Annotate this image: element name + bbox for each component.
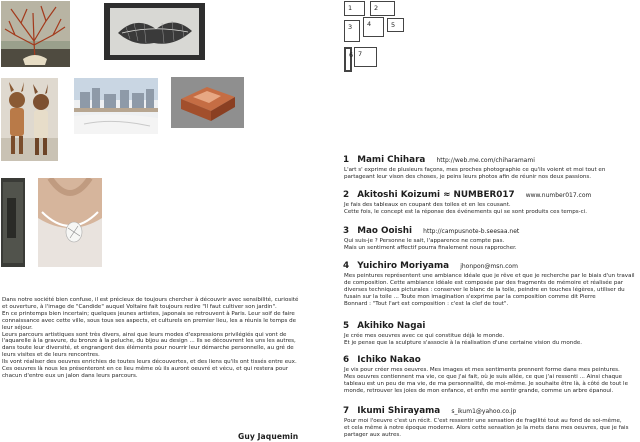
artist-email-link[interactable]: jhonpon@msn.com (460, 263, 518, 270)
artist-number: 1 (343, 155, 350, 165)
artist-entry-2 (343, 187, 639, 216)
artist-description-line: Et je pense que la sculpture s'associe à la réalisation d'une certaine vision du monde. (344, 340, 583, 346)
intro-text (2, 297, 302, 380)
artist-description-line: Pour moi l'oeuvre c'est un récit. C'est ressentir une sensation de fragilité tout au fond de soi-même, (344, 418, 622, 424)
artist-description-line: et cela même à notre époque moderne. Alors cette sensation je la mets dans mes oeuvres, que je fais (344, 425, 629, 431)
artist-entry-5 (343, 318, 639, 347)
artwork-image-city-painting (74, 78, 158, 134)
artist-website-link[interactable]: http://campusnote-b.seesaa.net (423, 228, 520, 235)
artist-description-line: Je crée mes oeuvres avec ce qui constitue déjà le monde. (344, 333, 505, 339)
artist-entry-3 (343, 223, 639, 252)
intro-paragraph: Leurs parcours artistiques sont très divers, ainsi que leurs modes d'expressions privilégiés qui vont de l'aquarelle à la gravure, du bronze à la peluche, du bijou au design ... Ils se découvrent les uns les autres, dans toute leur diversité, et engrangent des éléments pour nourrir leur démarche personnelle, au gré de leurs visites et de leurs rencontres. (2, 331, 296, 359)
artist-number: 3 (343, 226, 350, 236)
artist-name: Ikumi Shirayama (357, 406, 441, 416)
nav-box-1[interactable]: 1 (344, 1, 365, 16)
artist-description-line: Je vis pour créer mes oeuvres. Mes images et mes sentiments prennent forme dans mes peintures. (344, 367, 620, 373)
artist-description-line: Cette fois, le concept est la réponse des événements qui se sont produits ces temps-ci. (344, 209, 588, 215)
artist-entry-4 (343, 258, 639, 308)
artist-description-line: Bonnard : "Tout l'art est composition : c'est la clef de tout". (344, 301, 509, 307)
nav-box-6[interactable]: 6 (344, 47, 352, 72)
artist-description-line: partageant leur vison des choses, je peins leurs photos afin de réunir nos deux passions. (344, 174, 592, 180)
artist-name: Akihiko Nagai (357, 321, 426, 331)
artist-website-link[interactable]: http://web.me.com/chiharamami (436, 157, 535, 164)
artist-number: 4 (343, 261, 350, 271)
intro-paragraph: Ces oeuvres là nous les présenteront en ce lieu même où ils auront oeuvré et vécu, et qui restera pour chacun d'entre eux un jalon dans leurs parcours. (2, 366, 289, 379)
artwork-image-dark-canvas (1, 178, 25, 267)
artwork-image-plush-figures (1, 78, 58, 161)
artist-entry-1 (343, 152, 639, 181)
artist-name: Mami Chihara (357, 155, 426, 165)
artwork-image-stitched-lips (104, 3, 205, 60)
artist-description-line: Je fais des tableaux en coupant des toiles et en les cousant. (344, 202, 511, 208)
artist-description-line: Mais un sentiment affectif pourra finalement nous rapprocher. (344, 245, 517, 251)
signature: Guy Jaquemin (238, 432, 299, 441)
artist-description-line: fusain sur la toile ... Toute mon imagination s'exprime par la composition comme dit Pierre (344, 294, 596, 300)
nav-box-2[interactable]: 2 (370, 1, 395, 16)
artwork-image-necklace (38, 178, 102, 267)
artist-description-line: de composition. Cette ambiance idéale est composée par des fragments de mémoire et réalisée par (344, 280, 624, 286)
artist-description-line: Qui suis-je ? Personne le sait, l'apparence ne compte pas. (344, 238, 505, 244)
intro-paragraph: En ce printemps bien incertain; quelques jeunes artistes, japonais se retrouvent à Paris. Leur soif de faire connaissance avec cette ville, sous tous ses aspects, et culturels en premier lieu, les a réunis le temps de leur séjour. (2, 310, 297, 331)
artist-number: 5 (343, 321, 350, 331)
artist-entry-6 (343, 352, 639, 395)
artist-website-link[interactable]: www.number017.com (525, 192, 592, 199)
artist-name: Yuichiro Moriyama (357, 261, 450, 271)
artist-number: 2 (343, 190, 350, 200)
intro-paragraph: Dans notre société bien confuse, il est précieux de toujours chercher à découvrir avec sensibilité, curiosité et ouverture, à l'image de "Candide" auquel Voltaire fait toujours redire "Il faut cultiver son jardin". (2, 297, 299, 310)
intro-paragraph: Ils vont réaliser des oeuvres enrichies de toutes leurs découvertes, et des liens qu'ils ont tissés entre eux. (2, 359, 297, 366)
artist-number: 6 (343, 355, 350, 365)
artist-email-link[interactable]: s_ikum1@yahoo.co.jp (451, 408, 517, 415)
artist-description-line: Mes oeuvres contiennent ma vie, ce que j'ai fait, où je suis allée, ce que j'ai ressenti ... Ainsi chaque (344, 374, 623, 380)
artist-description-line: tableau est un peu de ma vie, de ma personnalité, de moi-même. Je souhaite être là, à côté de tout le (344, 381, 629, 387)
nav-box-3[interactable]: 3 (344, 20, 360, 42)
artist-description-line: partager aux autres. (344, 432, 402, 438)
nav-box-4[interactable]: 4 (363, 17, 384, 37)
artwork-image-branches (1, 1, 70, 67)
artwork-image-copper-box (171, 77, 244, 128)
artist-name: Mao Ooishi (357, 226, 413, 236)
nav-box-7[interactable]: 7 (354, 47, 377, 67)
nav-box-5[interactable]: 5 (387, 18, 404, 32)
artist-entry-7 (343, 403, 639, 439)
artist-number: 7 (343, 406, 350, 416)
artist-description-line: monde, retrouver les joies de mon enfance, et enfin me sentir grande, comme un arbre épanoui. (344, 388, 614, 394)
artist-description-line: diverses techniques picturales : conserver le blanc de la toile, peindre en touches légères, utiliser du (344, 287, 625, 293)
artist-name: Akitoshi Koizumi ≈ NUMBER017 (357, 190, 515, 200)
artist-name: Ichiko Nakao (357, 355, 421, 365)
artist-description-line: Mes peintures représentent une ambiance idéale que je rêve et que je recherche par le biais d'un travail (344, 273, 635, 279)
artist-description-line: L'art s' exprime de plusieurs façons, mes proches photographie ce qu'ils voient et moi tout en (344, 167, 606, 173)
